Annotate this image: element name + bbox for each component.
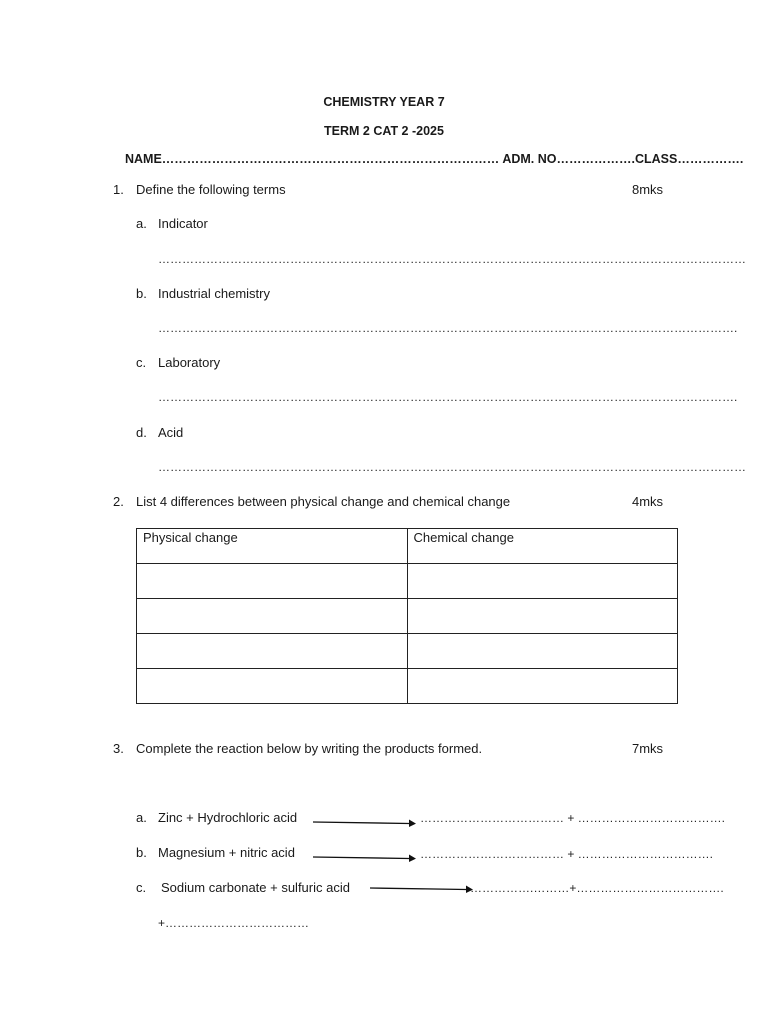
table-cell-chemical[interactable] (407, 669, 678, 704)
q3b-letter: b. (136, 845, 147, 860)
q3c-products[interactable]: …………….………+………………………………. (470, 881, 724, 895)
q3-number: 3. (113, 741, 124, 756)
q1c-answer-line[interactable]: ………………………………………………………………………………………………………………………………. (158, 390, 738, 404)
q2-marks: 4mks (632, 494, 664, 509)
q3c-reactants: Sodium carbonate + sulfuric acid (161, 880, 350, 895)
q1-text: Define the following terms (136, 182, 286, 197)
q3-marks: 7mks (632, 741, 664, 756)
table-header-row (137, 529, 678, 564)
q1c-letter: c. (136, 355, 147, 370)
page-subtitle: TERM 2 CAT 2 -2025 (324, 124, 444, 138)
q1c-text: Laboratory (158, 355, 221, 370)
page-title: CHEMISTRY YEAR 7 (323, 95, 445, 109)
table-cell-chemical[interactable] (407, 599, 678, 634)
name-adm-class-line: NAME……………………………………………………………………… ADM. NO……………….CLASS……………. (125, 152, 744, 166)
q3a-reactants: Zinc + Hydrochloric acid (158, 810, 298, 825)
q1b-text: Industrial chemistry (158, 286, 270, 301)
q1-number: 1. (113, 182, 124, 197)
q1a-answer-line[interactable]: ………………………………………………………………………………………………………………………………… (158, 252, 746, 266)
table-cell-physical[interactable] (137, 669, 408, 704)
q3a-letter: a. (136, 810, 147, 825)
table-row (137, 669, 678, 704)
table-cell-chemical[interactable] (407, 564, 678, 599)
table-cell-chemical[interactable] (407, 634, 678, 669)
q1d-answer-line[interactable]: ………………………………………………………………………………………………………………………………… (158, 460, 746, 474)
q3-text: Complete the reaction below by writing the products formed. (136, 741, 483, 756)
reaction-arrow-icon (313, 818, 417, 828)
table-row (137, 564, 678, 599)
q3b-reactants: Magnesium + nitric acid (158, 845, 295, 860)
q1a-letter: a. (136, 216, 147, 231)
table-row (137, 634, 678, 669)
table-cell-physical[interactable] (137, 599, 408, 634)
q1b-letter: b. (136, 286, 147, 301)
differences-table (136, 528, 678, 704)
q2-number: 2. (113, 494, 124, 509)
table-row (137, 599, 678, 634)
table-header-cell (407, 529, 678, 564)
q1b-answer-line[interactable]: ………………………………………………………………………………………………………………………………. (158, 321, 738, 335)
chemical-change-header: Chemical change (413, 530, 514, 545)
q3b-products[interactable]: ……………………………… + ……………………………. (420, 847, 714, 861)
q3c-letter: c. (136, 880, 147, 895)
reaction-arrow-icon (313, 853, 417, 863)
reaction-arrow-icon (370, 884, 474, 894)
q2-text: List 4 differences between physical change and chemical change (136, 494, 511, 509)
table-cell-physical[interactable] (137, 634, 408, 669)
q3a-products[interactable]: ……………………………… + ………………………………. (420, 811, 726, 825)
q1d-text: Acid (158, 425, 184, 440)
physical-change-header: Physical change (143, 530, 238, 545)
q3c-continuation[interactable]: +……………………………… (158, 916, 310, 930)
q1-marks: 8mks (632, 182, 664, 197)
q1a-text: Indicator (158, 216, 208, 231)
table-cell-physical[interactable] (137, 564, 408, 599)
q1d-letter: d. (136, 425, 147, 440)
table-header-cell (137, 529, 408, 564)
